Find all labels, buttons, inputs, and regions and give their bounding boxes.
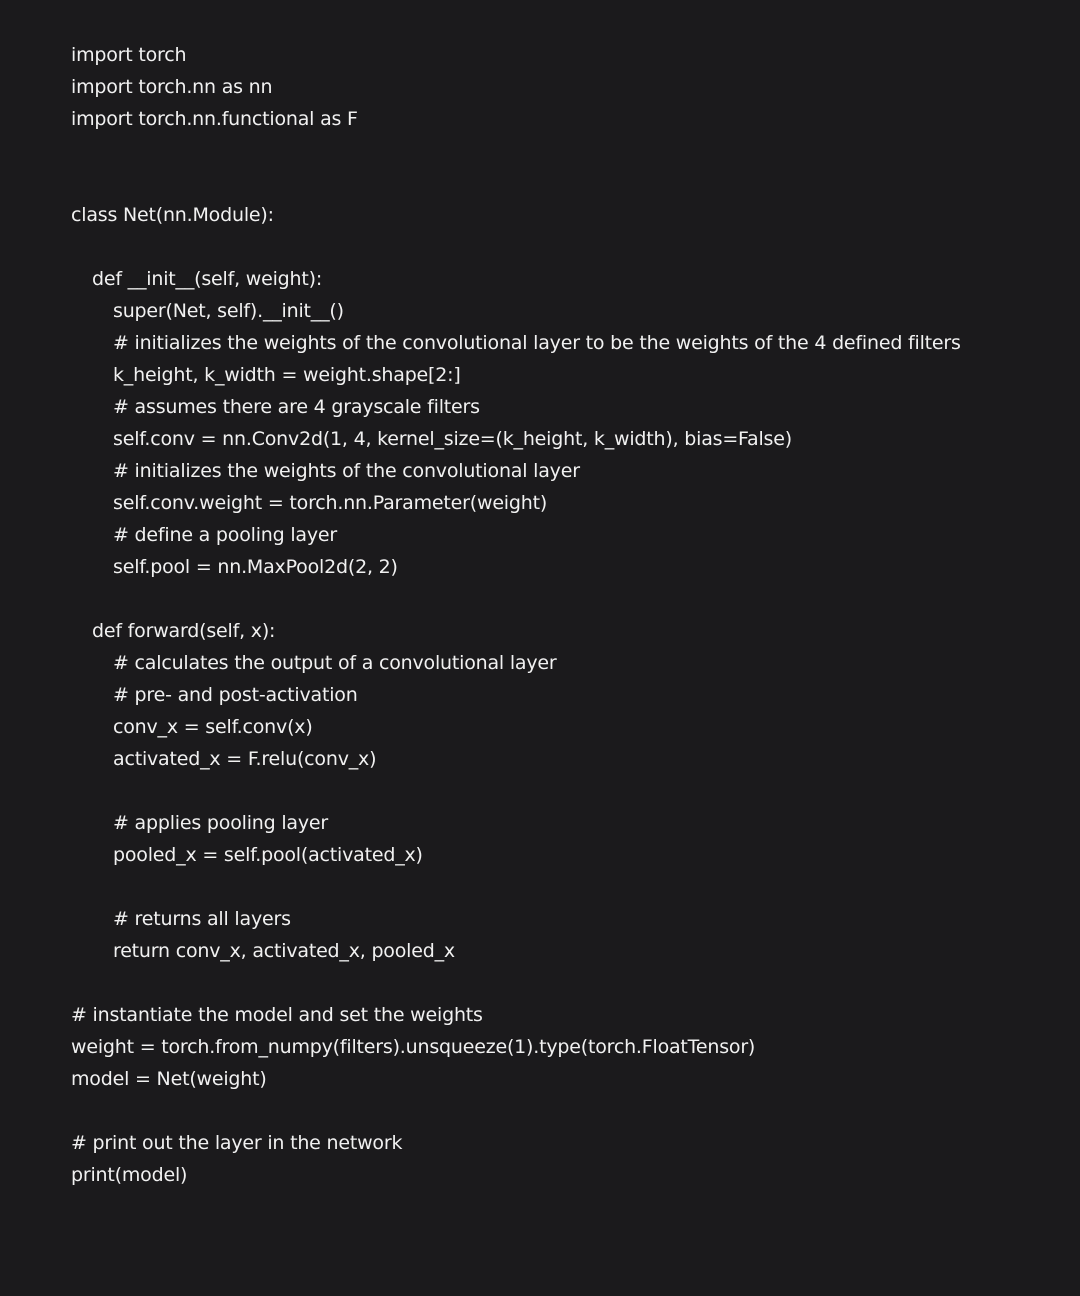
blank-line — [71, 583, 961, 615]
code-line: def forward(self, x): — [92, 620, 276, 642]
blank-line — [71, 135, 961, 167]
code-line: activated_x = F.relu(conv_x) — [113, 748, 377, 770]
code-line: import torch.nn as nn — [71, 76, 273, 98]
code-line: conv_x = self.conv(x) — [113, 716, 313, 738]
code-line: k_height, k_width = weight.shape[2:] — [113, 364, 461, 386]
blank-line — [71, 871, 961, 903]
code-line: return conv_x, activated_x, pooled_x — [113, 940, 455, 962]
code-line: # calculates the output of a convolutional layer — [113, 652, 557, 674]
blank-line — [71, 167, 961, 199]
code-line: # instantiate the model and set the weights — [71, 1004, 483, 1026]
code-line: self.pool = nn.MaxPool2d(2, 2) — [113, 556, 398, 578]
code-line: print(model) — [71, 1164, 188, 1186]
code-line: # initializes the weights of the convolutional layer — [113, 460, 580, 482]
code-line: # initializes the weights of the convolutional layer to be the weights of the 4 defined filters — [113, 332, 961, 354]
code-line: # print out the layer in the network — [71, 1132, 403, 1154]
code-line: # returns all layers — [113, 908, 291, 930]
code-line: weight = torch.from_numpy(filters).unsqueeze(1).type(torch.FloatTensor) — [71, 1036, 756, 1058]
code-block — [71, 39, 961, 1191]
blank-line — [71, 967, 961, 999]
blank-line — [71, 775, 961, 807]
code-line: super(Net, self).__init__() — [113, 300, 344, 322]
code-line: # applies pooling layer — [113, 812, 328, 834]
blank-line — [71, 231, 961, 263]
blank-line — [71, 1095, 961, 1127]
code-line: import torch — [71, 44, 187, 66]
code-line: # pre- and post-activation — [113, 684, 358, 706]
code-line: # define a pooling layer — [113, 524, 338, 546]
code-line: import torch.nn.functional as F — [71, 108, 358, 130]
code-line: self.conv.weight = torch.nn.Parameter(weight) — [113, 492, 548, 514]
code-line: pooled_x = self.pool(activated_x) — [113, 844, 423, 866]
code-line: self.conv = nn.Conv2d(1, 4, kernel_size=(k_height, k_width), bias=False) — [113, 428, 792, 450]
code-line: model = Net(weight) — [71, 1068, 267, 1090]
code-line: # assumes there are 4 grayscale filters — [113, 396, 480, 418]
code-line: def __init__(self, weight): — [92, 268, 323, 290]
code-line: class Net(nn.Module): — [71, 204, 274, 226]
